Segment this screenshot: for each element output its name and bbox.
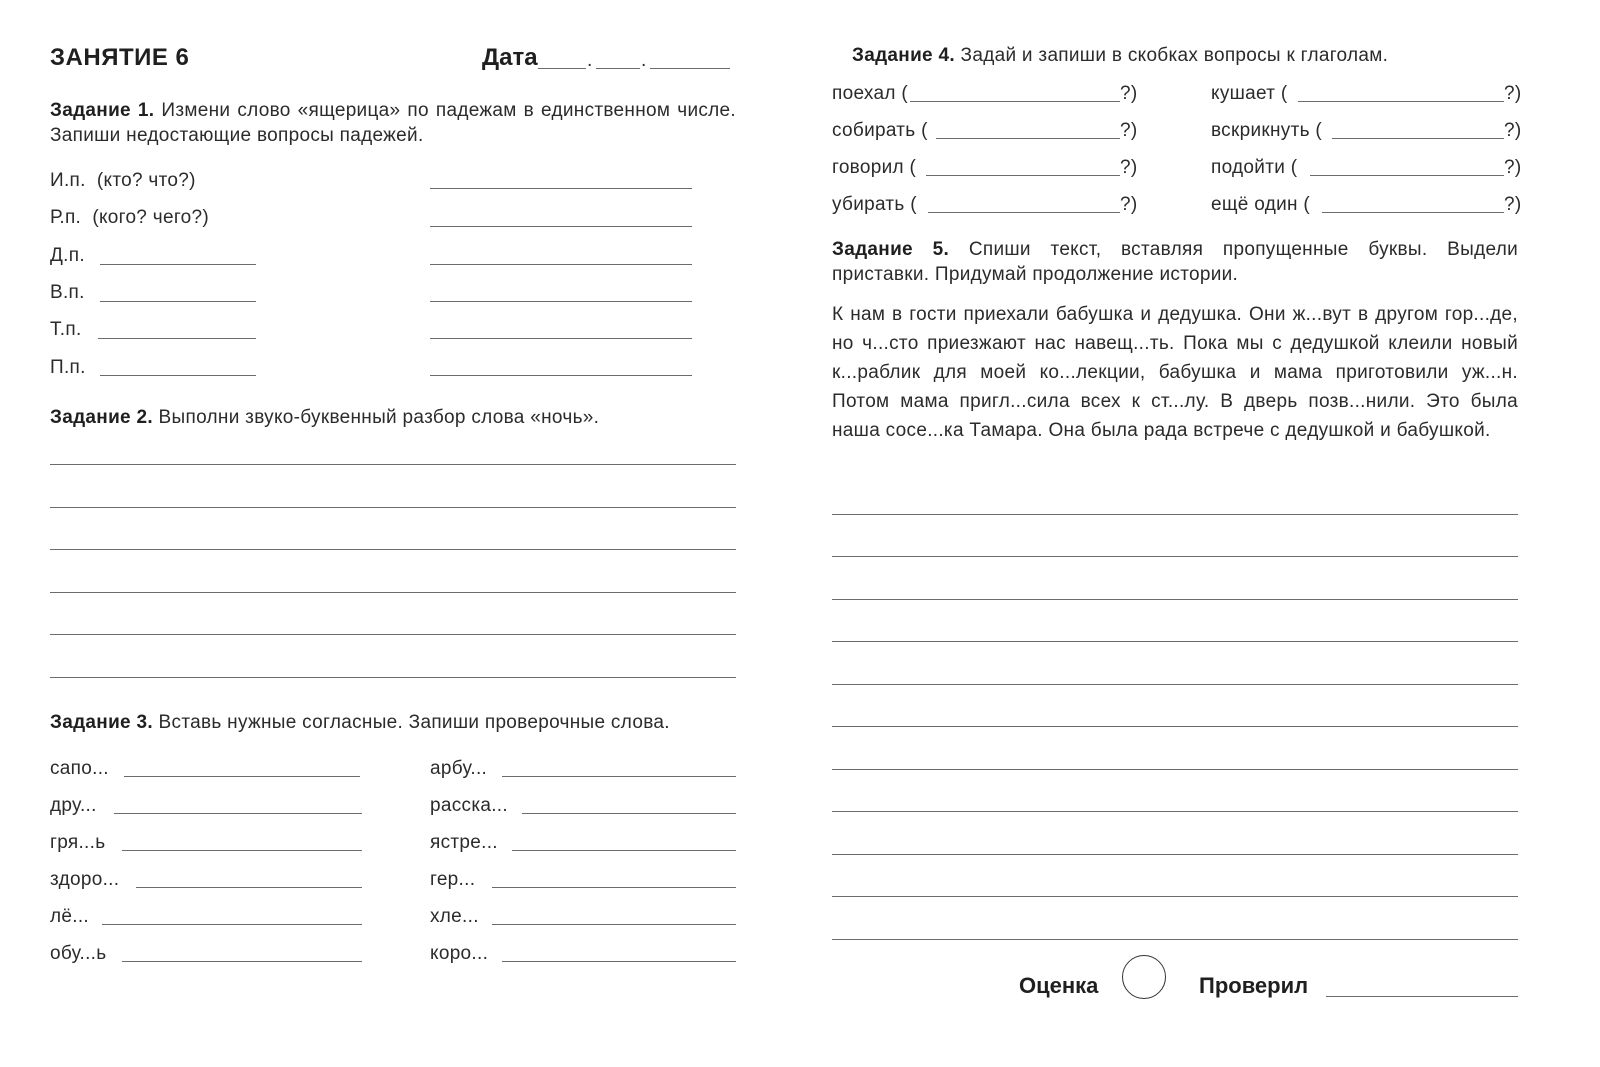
answer-line[interactable] — [102, 924, 362, 925]
question-field[interactable] — [928, 212, 1120, 213]
task1-label: Задание 1. — [50, 100, 155, 121]
question-field[interactable] — [1322, 212, 1504, 213]
answer-line[interactable] — [136, 887, 362, 888]
case-question-line[interactable] — [98, 338, 256, 339]
paren-close: ?) — [1120, 83, 1138, 104]
writing-line[interactable] — [832, 556, 1518, 557]
writing-line[interactable] — [832, 684, 1518, 685]
writing-line[interactable] — [832, 939, 1518, 940]
writing-line[interactable] — [832, 811, 1518, 812]
word-item: коро... — [430, 943, 489, 964]
paren-close: ?) — [1504, 157, 1522, 178]
task5-text: Спиши текст, вставляя пропущенные буквы. Выдели приставки. Придумай продолжение истории. — [832, 239, 1518, 285]
verb-item: собирать ( — [832, 120, 928, 141]
word-item: здоро... — [50, 869, 120, 890]
task4-instructions — [852, 43, 1558, 68]
verb-item: кушает ( — [1211, 83, 1288, 104]
word-item: хле... — [430, 906, 479, 927]
word-item: расска... — [430, 795, 508, 816]
left-page — [50, 0, 754, 1067]
paren-close: ?) — [1120, 157, 1138, 178]
writing-line[interactable] — [832, 769, 1518, 770]
lesson-title: ЗАНЯТИЕ 6 — [50, 44, 190, 71]
right-page — [832, 0, 1558, 1067]
case-nominative: И.п. (кто? что?) — [50, 170, 196, 191]
writing-line[interactable] — [832, 599, 1518, 600]
question-field[interactable] — [1310, 175, 1504, 176]
task4-text: Задай и запиши в скобках вопросы к глаголам. — [960, 45, 1389, 66]
answer-line[interactable] — [114, 813, 362, 814]
writing-line[interactable] — [50, 677, 736, 678]
word-item: дру... — [50, 795, 97, 816]
writing-line[interactable] — [50, 507, 736, 508]
grade-circle[interactable] — [1122, 955, 1166, 999]
case-instrumental: Т.п. — [50, 319, 82, 340]
writing-line[interactable] — [832, 896, 1518, 897]
answer-line[interactable] — [512, 850, 736, 851]
paren-close: ?) — [1120, 194, 1138, 215]
task4-label: Задание 4. — [852, 45, 955, 66]
verb-item: говорил ( — [832, 157, 917, 178]
task3-instructions — [50, 710, 750, 735]
task5-passage: К нам в гости приехали бабушка и дедушка. Они ж...вут в другом гор...де, но ч...сто приезжают нас навещ...ть. Пока мы с дедушкой клеили новый к...раблик для моей ко...лекции, бабушка и мама приготовили уж...н. Потом мама пригл...сила всех к ст...лу. В дверь позв...нили. Это была наша сосе...ка Тамара. Она была рада встрече с дедушкой и бабушкой. — [832, 304, 1518, 441]
answer-line[interactable] — [122, 961, 362, 962]
case-dative: Д.п. — [50, 245, 85, 266]
date-day-field[interactable] — [538, 68, 586, 69]
verb-item: подойти ( — [1211, 157, 1298, 178]
writing-line[interactable] — [50, 464, 736, 465]
answer-line[interactable] — [122, 850, 362, 851]
paren-close: ?) — [1504, 194, 1522, 215]
writing-line[interactable] — [832, 726, 1518, 727]
task5-instructions — [832, 237, 1518, 287]
checked-by-signature-line[interactable] — [1326, 996, 1518, 997]
word-item: обу...ь — [50, 943, 107, 964]
date-label: Дата — [482, 44, 538, 71]
task2-text: Выполни звуко-буквенный разбор слова «ночь». — [158, 407, 600, 428]
paren-close: ?) — [1504, 83, 1522, 104]
task5-label: Задание 5. — [832, 239, 950, 260]
answer-line[interactable] — [522, 813, 736, 814]
case-genitive: Р.п. (кого? чего?) — [50, 207, 209, 228]
question-field[interactable] — [1298, 101, 1504, 102]
writing-line[interactable] — [832, 854, 1518, 855]
word-item: лё... — [50, 906, 89, 927]
word-item: ястре... — [430, 832, 498, 853]
task3-text: Вставь нужные согласные. Запиши проверочные слова. — [158, 712, 670, 733]
question-field[interactable] — [926, 175, 1120, 176]
verb-item: поехал ( — [832, 83, 908, 104]
task2-instructions — [50, 405, 750, 430]
verb-item: убирать ( — [832, 194, 917, 215]
case-question-line[interactable] — [100, 301, 256, 302]
date-separator: . — [641, 50, 647, 71]
writing-line[interactable] — [50, 549, 736, 550]
question-field[interactable] — [1332, 138, 1504, 139]
case-question-line[interactable] — [100, 264, 256, 265]
question-field[interactable] — [936, 138, 1120, 139]
checked-by-label: Проверил — [1199, 973, 1309, 998]
task1-text: Измени слово «ящерица» по падежам в единственном числе. Запиши недостающие вопросы падежей. — [50, 100, 736, 146]
answer-line[interactable] — [492, 924, 736, 925]
answer-line[interactable] — [502, 776, 736, 777]
answer-line[interactable] — [502, 961, 736, 962]
task1-instructions — [50, 98, 736, 148]
answer-line[interactable] — [430, 301, 692, 302]
answer-line[interactable] — [430, 375, 692, 376]
answer-line[interactable] — [430, 264, 692, 265]
writing-line[interactable] — [50, 634, 736, 635]
date-year-field[interactable] — [650, 68, 730, 69]
word-item: гря...ь — [50, 832, 106, 853]
paren-close: ?) — [1504, 120, 1522, 141]
grade-label: Оценка — [1019, 973, 1099, 998]
paren-close: ?) — [1120, 120, 1138, 141]
word-item: арбу... — [430, 758, 488, 779]
verb-item: вскрикнуть ( — [1211, 120, 1323, 141]
writing-line[interactable] — [50, 592, 736, 593]
date-month-field[interactable] — [596, 68, 640, 69]
case-prepositional: П.п. — [50, 357, 86, 378]
answer-line[interactable] — [430, 188, 692, 189]
answer-line[interactable] — [492, 887, 736, 888]
answer-line[interactable] — [430, 226, 692, 227]
question-field[interactable] — [910, 101, 1120, 102]
verb-item: ещё один ( — [1211, 194, 1311, 215]
case-accusative: В.п. — [50, 282, 85, 303]
writing-line[interactable] — [832, 514, 1518, 515]
case-question-line[interactable] — [100, 375, 256, 376]
word-item: гер... — [430, 869, 476, 890]
date-separator: . — [587, 50, 593, 71]
answer-line[interactable] — [430, 338, 692, 339]
answer-line[interactable] — [124, 776, 360, 777]
task2-label: Задание 2. — [50, 407, 153, 428]
word-item: сапо... — [50, 758, 109, 779]
task3-label: Задание 3. — [50, 712, 153, 733]
writing-line[interactable] — [832, 641, 1518, 642]
